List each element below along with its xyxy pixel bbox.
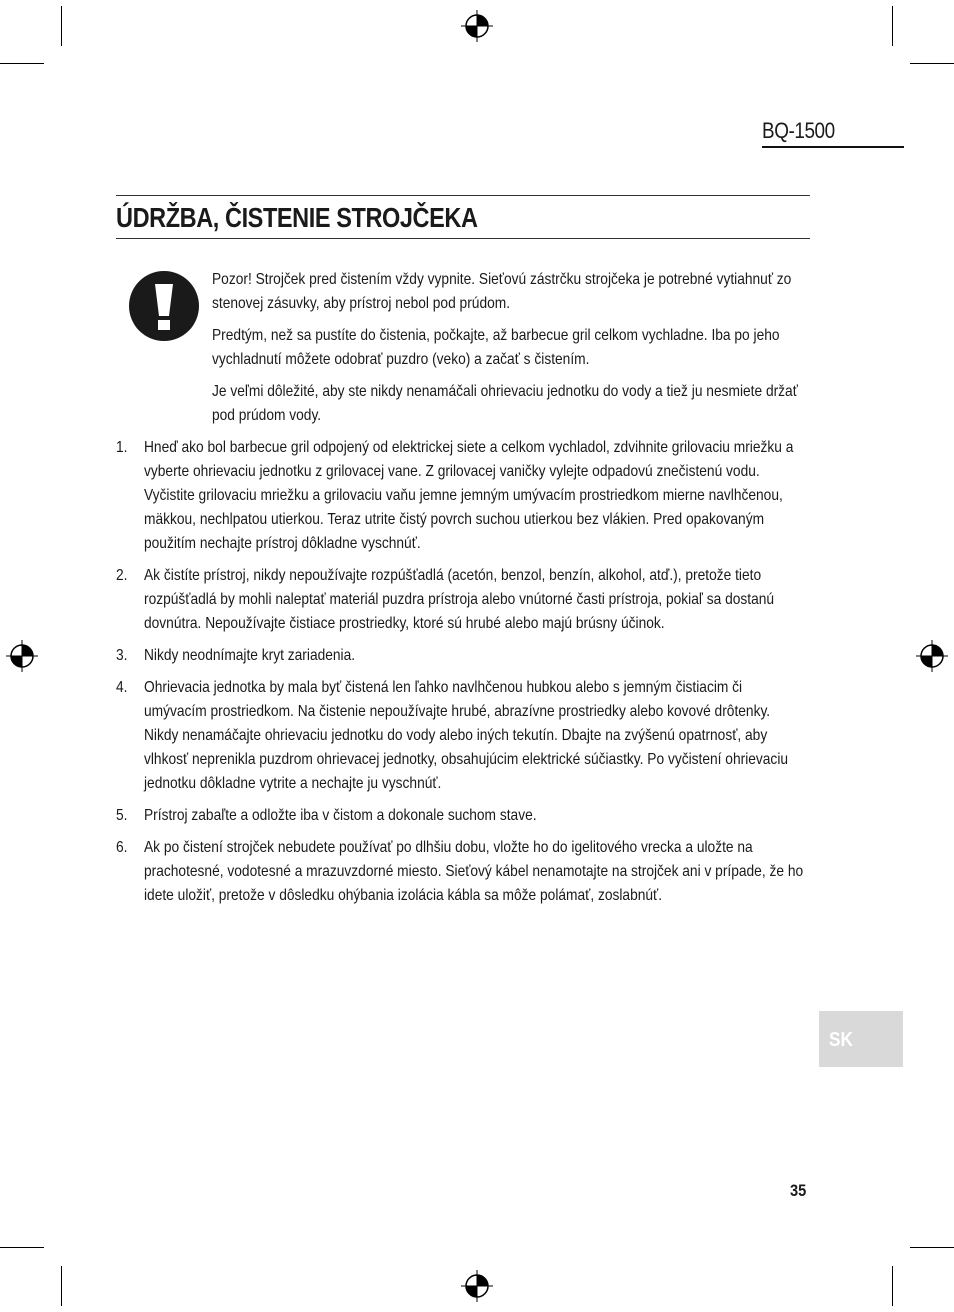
- page-number: 35: [790, 1181, 807, 1200]
- warning-paragraph: Predtým, než sa pustíte do čistenia, počkajte, až barbecue gril celkom vychladne. Iba po jeho vychladnutí môžete odobrať puzdro (veko) a začať s čistením.: [212, 327, 780, 368]
- exclamation-icon: [128, 270, 200, 342]
- list-item-number: 1.: [116, 439, 128, 456]
- model-number: BQ-1500: [762, 118, 835, 143]
- list-item: Nikdy neodnímajte kryt zariadenia.: [144, 647, 356, 664]
- crop-mark: [892, 1266, 893, 1306]
- crop-mark: [892, 6, 893, 46]
- list-item: Ak čistíte prístroj, nikdy nepoužívajte rozpúšťadlá (acetón, benzol, benzín, alkohol, atď.), pretože tieto rozpúšťadlá by mohli naleptať materiál puzdra prístroja alebo vnútorné časti prístroja, pokiaľ sa dostanú dovnútra. Nepoužívajte čistiace prostriedky, ktoré sú hrubé alebo majú brúsny účinok.: [144, 567, 775, 632]
- list-item-number: 4.: [116, 679, 128, 696]
- list-item: Prístroj zabaľte a odložte iba v čistom a dokonale suchom stave.: [144, 807, 537, 824]
- crop-mark: [0, 63, 44, 64]
- crop-mark: [910, 63, 954, 64]
- crop-mark: [0, 1247, 44, 1248]
- list-item-number: 2.: [116, 567, 128, 584]
- list-item-number: 5.: [116, 807, 128, 824]
- title-rule-top: [116, 195, 810, 196]
- registration-mark-icon: [461, 1270, 493, 1302]
- warning-paragraph: Je veľmi dôležité, aby ste nikdy nenamáčali ohrievaciu jednotku do vody a tiež ju nesmiete držať pod prúdom vody.: [212, 383, 798, 424]
- language-tab-label: SK: [829, 1029, 853, 1051]
- registration-mark-icon: [916, 640, 948, 672]
- title-rule-bottom: [116, 238, 810, 239]
- crop-mark: [61, 6, 62, 46]
- list-item: Ak po čistení strojček nebudete používať po dlhšiu dobu, vložte ho do igelitového vrecka a uložte na prachotesné, vodotesné a mrazuvzdorné miesto. Sieťový kábel nenamotajte na strojček ani v prípade, že ho idete uložiť, pretože v dôsledku ohýbania izolácia kábla sa môže polámať, zoslabnúť.: [144, 839, 804, 904]
- list-item: Ohrievacia jednotka by mala byť čistená len ľahko navlhčenou hubkou alebo s jemným čistiacim či umývacím prostriedkom. Na čistenie nepoužívajte hrubé, abrazívne prostriedky alebo kovové drôtenky. Nikdy nenamáčajte ohrievaciu jednotku do vody alebo iných tekutín. Dbajte na zvýšenú opatrnosť, aby vlhkosť neprenikla puzdrom ohrievacej jednotky, obsahujúcim elektrické súčiastky. Po vyčistení ohrievaciu jednotku dôkladne vytrite a nechajte ju vyschnúť.: [144, 679, 789, 792]
- list-item-number: 3.: [116, 647, 128, 664]
- page-title: ÚDRŽBA, ČISTENIE STROJČEKA: [116, 202, 478, 233]
- list-item-number: 6.: [116, 839, 128, 856]
- crop-mark: [910, 1247, 954, 1248]
- registration-mark-icon: [6, 640, 38, 672]
- model-underline: [762, 146, 904, 148]
- warning-paragraph: Pozor! Strojček pred čistením vždy vypnite. Sieťovú zástrčku strojčeka je potrebné vytiahnuť zo stenovej zásuvky, aby prístroj nebol pod prúdom.: [212, 271, 792, 312]
- registration-mark-icon: [461, 10, 493, 42]
- crop-mark: [61, 1266, 62, 1306]
- list-item: Hneď ako bol barbecue gril odpojený od elektrickej siete a celkom vychladol, zdvihnite grilovaciu mriežku a vyberte ohrievaciu jednotku z grilovacej vane. Z grilovacej vaničky vylejte odpadovú znečistenú vodu. Vyčistite grilovaciu mriežku a grilovaciu vaňu jemne jemným umývacím prostriedkom mierne navlhčenou, mäkkou, nechlpatou utierkou. Teraz utrite čistý povrch suchou utierkou bez vlákien. Pred opakovaným použitím nechajte prístroj dôkladne vyschnúť.: [144, 439, 794, 552]
